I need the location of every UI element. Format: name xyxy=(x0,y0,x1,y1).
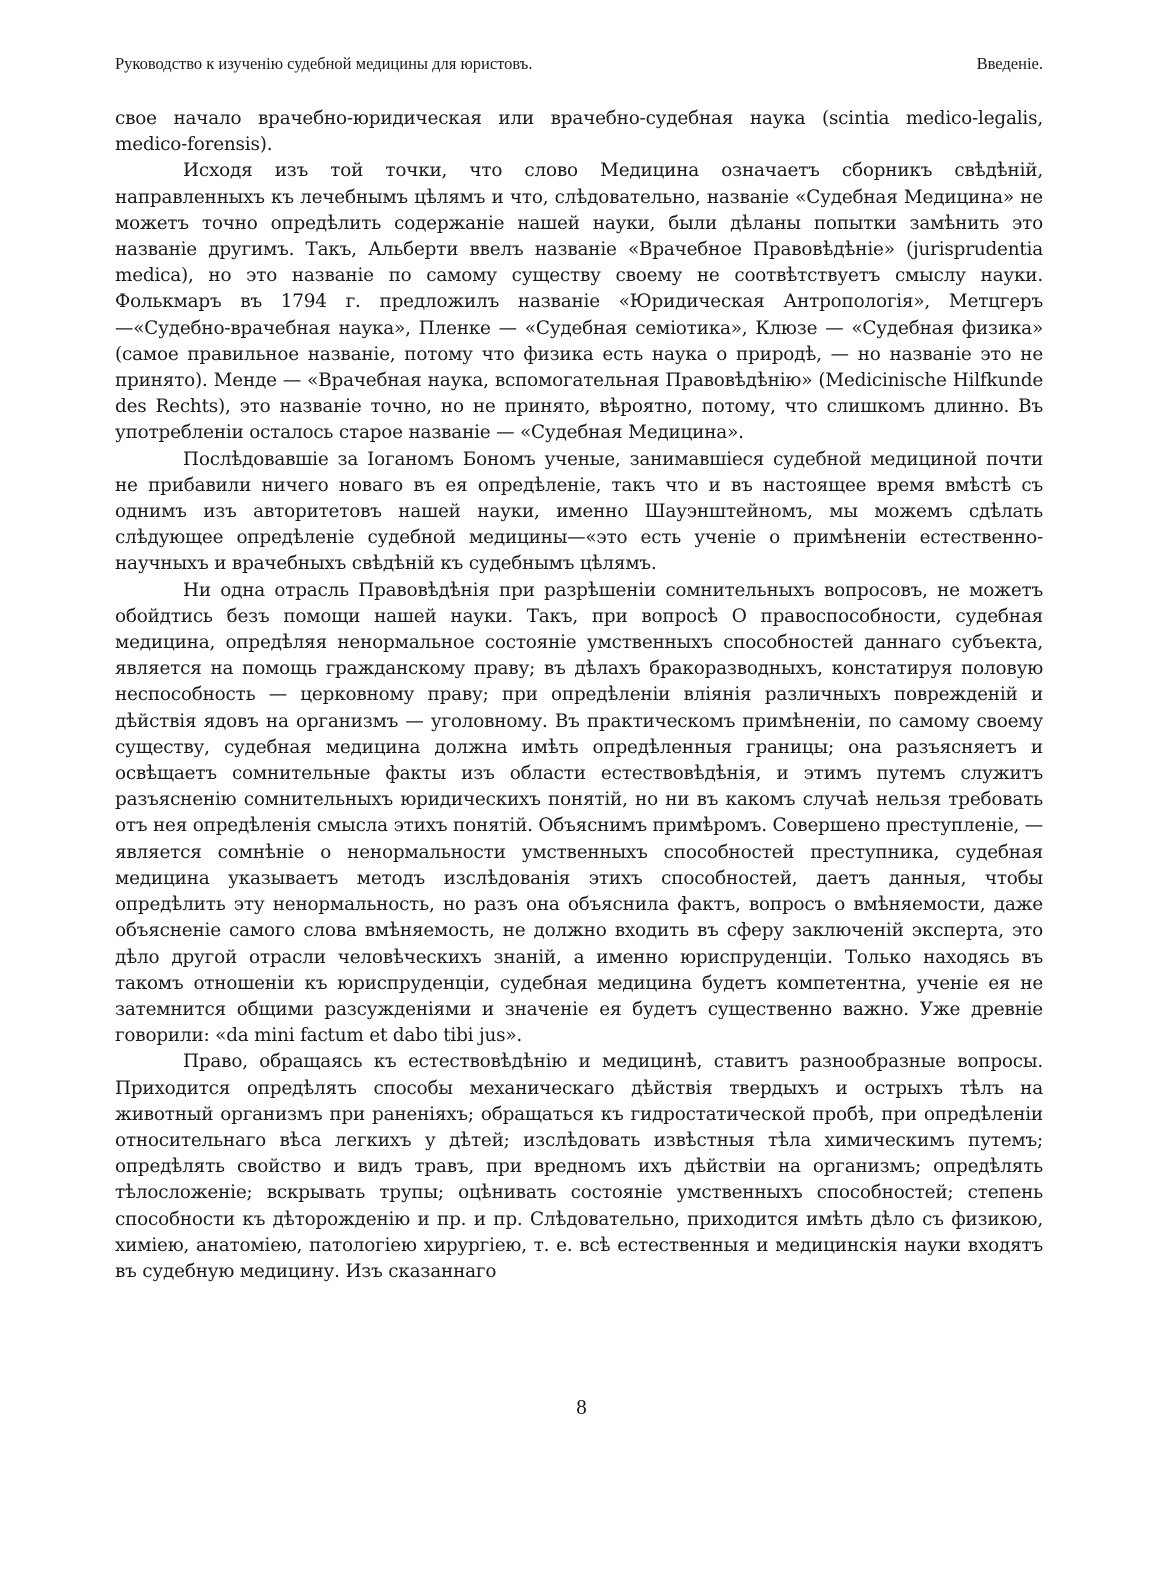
paragraph-continuation: свое начало врачебно-юридическая или врачебно-судебная наука (scintia medico-legalis, medico-forensis). xyxy=(115,108,1043,156)
page-number: 8 xyxy=(576,1395,587,1419)
paragraph: Право, обращаясь къ естествовѣдѣнію и медицинѣ, ставитъ разнообразные вопросы. Приходится опредѣлять способы механическаго дѣйствія твердыхъ и острыхъ тѣлъ на животный организмъ при раненіяхъ; обращаться къ гидростатической пробѣ, при опредѣленіи относительнаго вѣса легкихъ у дѣтей; изслѣдовать извѣстныя тѣла химическимъ путемъ; опредѣлять свойство и видъ травъ, при вредномъ ихъ дѣйствіи на организмъ; опредѣлять тѣлосложеніе; вскрывать трупы; оцѣнивать состояніе умственныхъ способностей; степень способности къ дѣторожденію и пр. и пр. Слѣдовательно, приходится имѣть дѣло съ физикою, химіею, анатоміею, патологіею хирургіею, т. е. всѣ естественныя и медицинскія науки входятъ въ судебную медицину. Изъ сказаннаго xyxy=(115,1051,1043,1282)
running-header xyxy=(115,52,1043,76)
paragraph: Ни одна отрасль Правовѣдѣнія при разрѣшеніи сомнительныхъ вопросовъ, не можетъ обойдтись безъ помощи нашей науки. Такъ, при вопросѣ О правоспособности, судебная медицина, опредѣляя ненормальное состояніе умственныхъ способностей даннаго субъекта, является на помощь гражданскому праву; въ дѣлахъ бракоразводныхъ, констатируя половую неспособность — церковному праву; при опредѣленіи вліянія различныхъ поврежденій и дѣйствія ядовъ на организмъ — уголовному. Въ практическомъ примѣненіи, по самому своему существу, судебная медицина должна имѣть опредѣленныя границы; она разъясняетъ и освѣщаетъ сомнительные факты изъ области естествовѣдѣнія, и этимъ путемъ служитъ разъясненію сомнительныхъ юридическихъ понятій, но ни въ какомъ случаѣ нельзя требовать отъ нея опредѣленія смысла этихъ понятій. Объяснимъ примѣромъ. Совершено преступленіе, — является сомнѣніе о ненормальности умственныхъ способностей преступника, судебная медицина указываетъ методъ изслѣдованія этихъ способностей, даетъ данныя, чтобы опредѣлить эту ненормальность, но разъ она объяснила фактъ, вопросъ о вмѣняемости, даже объясненіе самого слова вмѣняемость, не должно входить въ сферу заключеній эксперта, это дѣло другой отрасли человѣческихъ знаній, а именно юриспруденціи. Только находясь въ такомъ отношеніи къ юриспруденціи, судебная медицина будетъ компетентна, ученіе ея не затемнится общими разсужденіями и значеніе ея будетъ существенно важно. Уже древніе говорили: «da mini factum et dabo tibi jus». xyxy=(115,579,1044,1047)
paragraph: Исходя изъ той точки, что слово Медицина означаетъ сборникъ свѣдѣній, направленныхъ къ лечебнымъ цѣлямъ и что, слѣдовательно, названіе «Судебная Медицина» не можетъ точно опредѣлить содержаніе нашей науки, были дѣланы попытки замѣнить это названіе другимъ. Такъ, Альберти ввелъ названіе «Врачебное Правовѣдѣніе» (jurisprudentia medica), но это названіе по самому существу своему не соотвѣтствуетъ смыслу науки. Фолькмаръ въ 1794 г. предложилъ названіе «Юридическая Антропологія», Метцгеръ —«Судебно-врачебная наука», Пленке — «Судебная семіотика», Клюзе — «Судебная физика» (самое правильное названіе, потому что физика есть наука о природѣ, — но названіе это не принято). Менде — «Врачебная наука, вспомогательная Правовѣдѣнію» (Medicinische Hilfkunde des Rechts), это названіе точно, но не принято, вѣроятно, потому, что слишкомъ длинно. Въ употребленіи осталось старое названіе — «Судебная Медицина». xyxy=(115,160,1043,444)
paragraph: Послѣдовавшіе за Іоганомъ Бономъ ученые, занимавшіеся судебной медициной почти не прибавили ничего новаго въ ея опредѣленіе, такъ что и въ настоящее время вмѣстѣ съ однимъ изъ авторитетовъ нашей науки, именно Шауэнштейномъ, мы можемъ сдѣлать слѣдующее опредѣленіе судебной медицины—«это есть ученіе о примѣненіи естественно-научныхъ и врачебныхъ свѣдѣній къ судебнымъ цѣлямъ. xyxy=(115,448,1043,575)
book-title: Руководство к изученію судебной медицины для юристовъ. xyxy=(115,54,533,73)
section-title: Введеніе. xyxy=(976,54,1043,73)
body-text xyxy=(115,106,1043,1285)
